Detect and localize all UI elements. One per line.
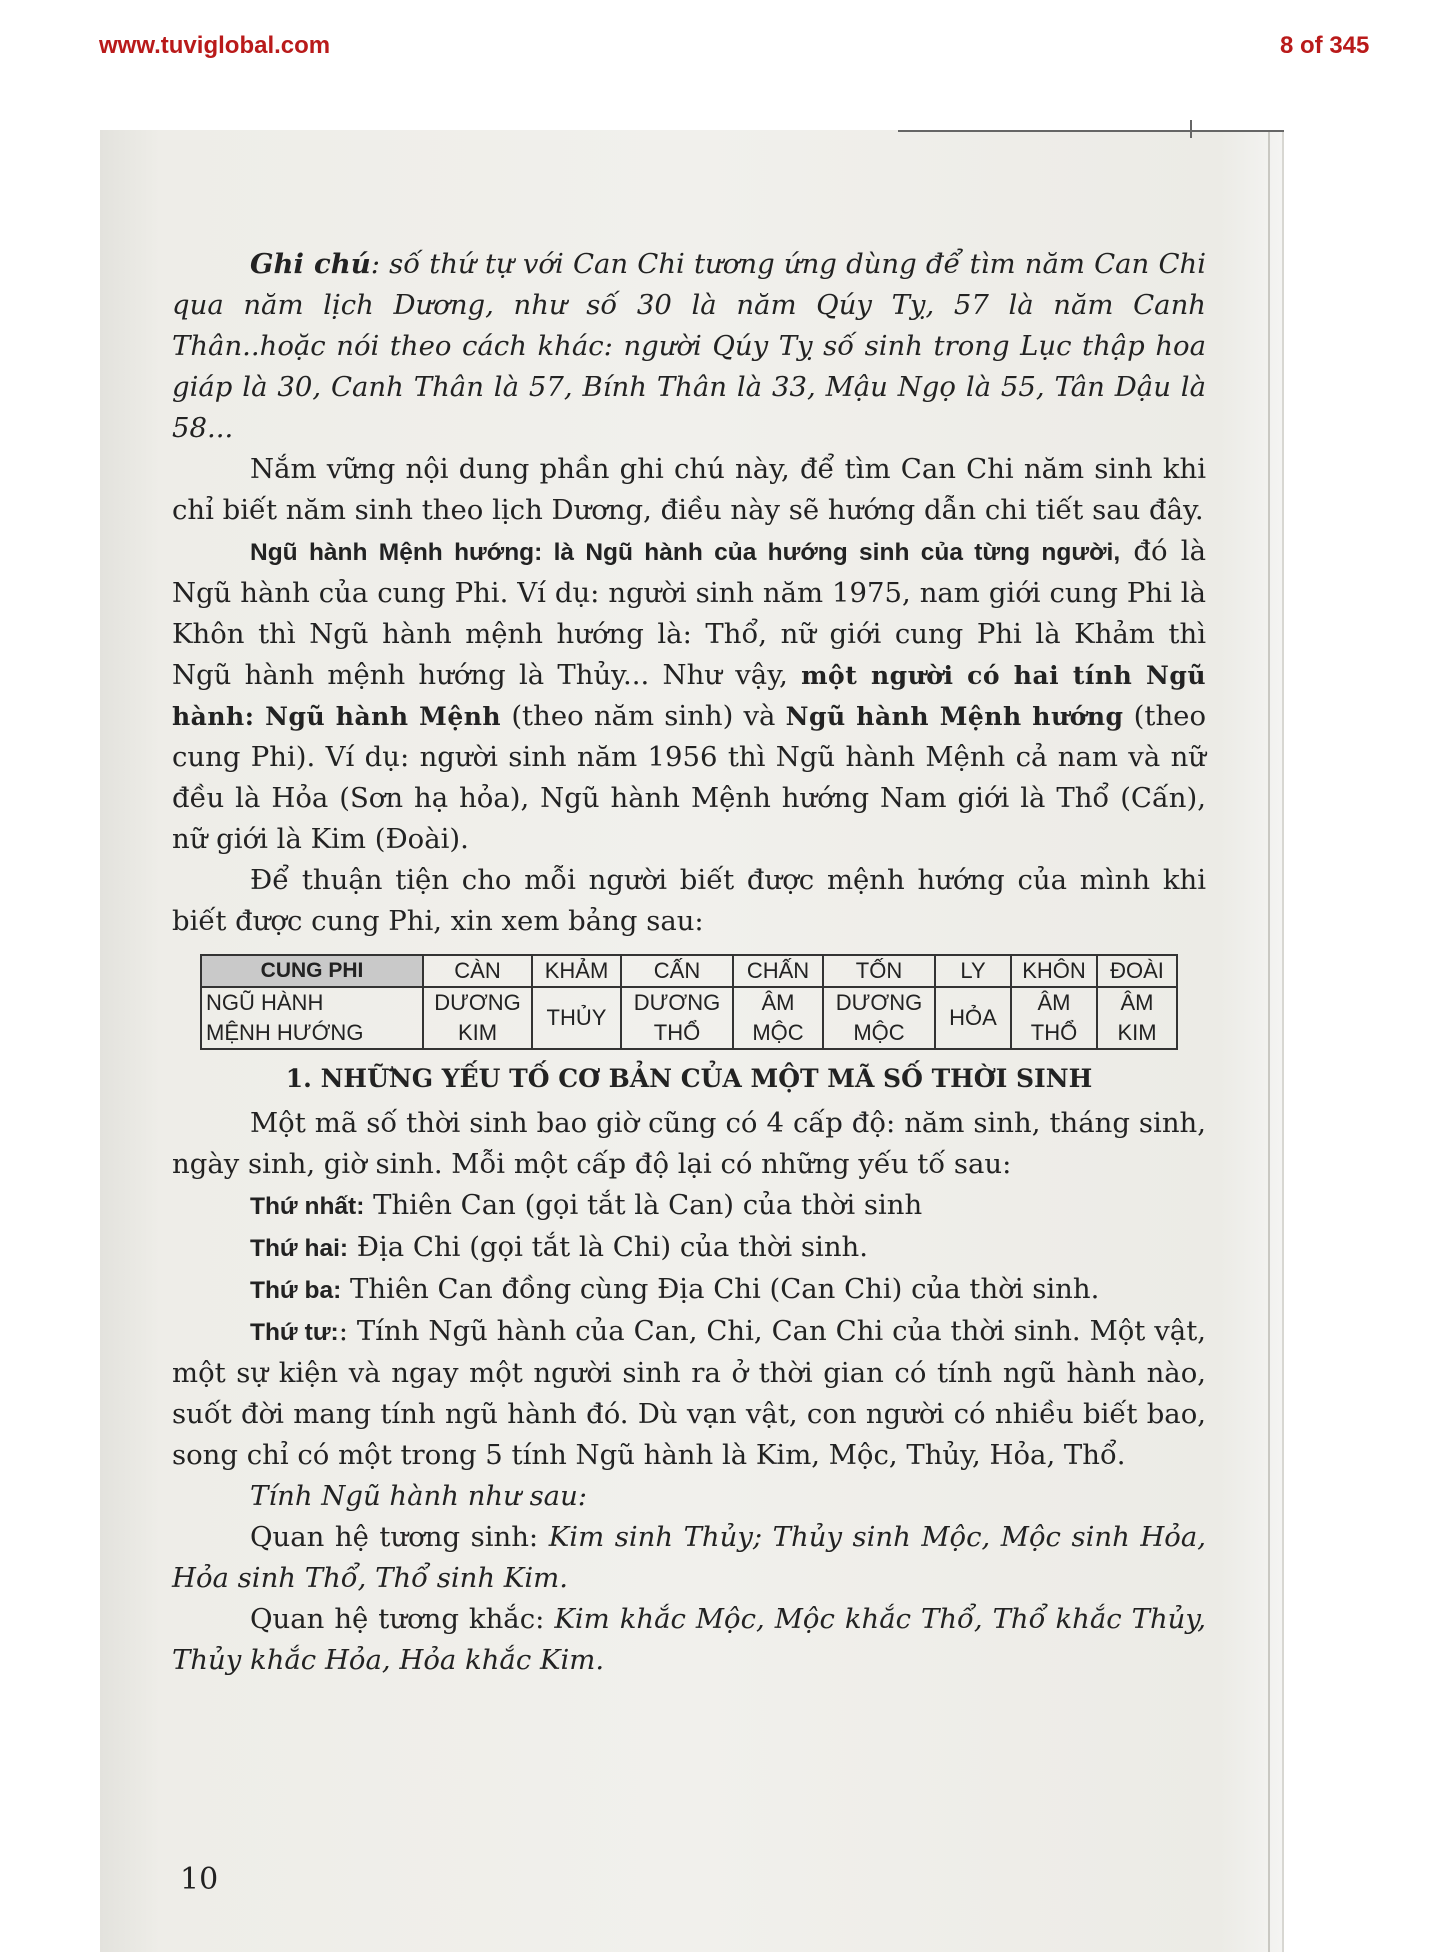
item-label: Thứ tư: (250, 1319, 339, 1346)
cell-top: THỦY (546, 1005, 607, 1030)
table-header-cell: TỐN (823, 955, 935, 987)
cell-top: DƯƠNG (835, 990, 923, 1015)
table-header-cell: ĐOÀI (1097, 955, 1177, 987)
item-text: : Tính Ngũ hành của Can, Chi, Can Chi của thời sinh. Một vật, một sự kiện và ngay một người sinh ra ở thời gian có tính ngũ hành nào, suốt đời mang tính ngũ hành đó. Dù vạn vật, con người có nhiều biết bao, song chỉ có một trong 5 tính Ngũ hành là Kim, Mộc, Thủy, Hỏa, Thổ. (172, 1315, 1206, 1471)
cell-bottom: MỘC (853, 1020, 905, 1045)
section-title: 1. NHỮNG YẾU TỐ CƠ BẢN CỦA MỘT MÃ SỐ THỜI SINH (285, 1064, 1093, 1093)
note-paragraph (172, 244, 1206, 449)
paragraph-2-bold-2: Ngũ hành Mệnh hướng (785, 702, 1124, 731)
khac-lead: Quan hệ tương khắc: (250, 1603, 555, 1635)
cell-bottom: THỔ (653, 1020, 701, 1045)
page-count: 8 of 345 (1280, 32, 1370, 59)
cell-top: DƯƠNG (633, 990, 721, 1015)
row-label-line-1: NGŨ HÀNH (206, 990, 324, 1015)
cell-top: HỎA (949, 1005, 997, 1030)
table-header-cell: KHẢM (532, 955, 621, 987)
paragraph-2-text-3: (theo cung Phi). Ví dụ: người sinh năm 1956 thì Ngũ hành Mệnh cả nam và nữ đều là Hỏa (Sơn hạ hỏa), Ngũ hành Mệnh hướng Nam giới là Thổ (Cấn), nữ giới là Kim (Đoài). (172, 700, 1207, 855)
item-label: Thứ hai: (250, 1235, 349, 1262)
cell-bottom: MỘC (752, 1020, 804, 1045)
note-label: Ghi chú (250, 248, 371, 280)
table-header-cell: CHẤN (733, 955, 823, 987)
item-text: Địa Chi (gọi tắt là Chi) của thời sinh. (348, 1231, 868, 1263)
paragraph-2-text-1: đó là Ngũ hành của cung Phi. Ví dụ: người sinh năm 1975, nam giới cung Phi là Khôn thì Ngũ hành mệnh hướng là: Thổ, nữ giới cung Phi là Khảm thì Ngũ hành mệnh hướng là Thủy... Như vậy, (172, 535, 1206, 691)
page-body (172, 244, 1206, 1681)
cell-top: ÂM (1120, 990, 1154, 1015)
item-label: Thứ ba: (250, 1277, 342, 1304)
note-text: : số thứ tự với Can Chi tương ứng dùng để tìm năm Can Chi qua năm lịch Dương, như số 30 là năm Qúy Tỵ, 57 là năm Canh Thân..hoặc nói theo cách khác: người Qúy Tỵ số sinh trong Lục thập hoa giáp là 30, Canh Thân là 57, Bính Thân là 33, Mậu Ngọ là 55, Tân Dậu là 58... (172, 248, 1207, 444)
table-cell (1097, 987, 1177, 1049)
paragraph-5-text: Tính Ngũ hành như sau: (250, 1480, 588, 1512)
table-header-label: CUNG PHI (201, 955, 423, 987)
paragraph-2-bold-1: một người có hai tính Ngũ hành: Ngũ hành Mệnh (172, 661, 1206, 731)
table-header-cell: LY (935, 955, 1011, 987)
page-edge-outer (1282, 130, 1284, 1952)
list-item (172, 1269, 1206, 1311)
sinh-paragraph (172, 1517, 1206, 1599)
table-cell (823, 987, 935, 1049)
cell-top: ÂM (1037, 990, 1071, 1015)
sinh-text: Kim sinh Thủy; Thủy sinh Mộc, Mộc sinh Hỏa, Hỏa sinh Thổ, Thổ sinh Kim. (172, 1521, 1206, 1594)
table-cell (935, 987, 1011, 1049)
khac-paragraph (172, 1599, 1206, 1681)
table-cell (423, 987, 532, 1049)
paragraph-2-lead: Ngũ hành Mệnh hướng: là Ngũ hành của hướng sinh của từng người, (250, 539, 1121, 566)
cell-bottom: KIM (457, 1020, 498, 1045)
paragraph-4: Một mã số thời sinh bao giờ cũng có 4 cấp độ: năm sinh, tháng sinh, ngày sinh, giờ sinh. Mỗi một cấp độ lại có những yếu tố sau: (172, 1107, 1206, 1180)
crop-mark (1190, 120, 1192, 138)
item-text: Thiên Can (gọi tắt là Can) của thời sinh (364, 1189, 923, 1221)
top-bar (0, 0, 1454, 96)
table-header-cell: KHÔN (1011, 955, 1097, 987)
table-header-row (201, 955, 1177, 987)
list-item (172, 1311, 1206, 1476)
paragraph-2-text-2: (theo năm sinh) và (501, 700, 786, 732)
cung-phi-table (200, 954, 1178, 1050)
paragraph-1: Nắm vững nội dung phần ghi chú này, để tìm Can Chi năm sinh khi chỉ biết năm sinh theo lịch Dương, điều này sẽ hướng dẫn chi tiết sau đây. (172, 453, 1206, 526)
paragraph-2 (172, 531, 1206, 860)
cell-top: DƯƠNG (434, 990, 521, 1015)
list-item (172, 1227, 1206, 1269)
site-url[interactable]: www.tuviglobal.com (99, 32, 331, 59)
paragraph-3: Để thuận tiện cho mỗi người biết được mệnh hướng của mình khi biết được cung Phi, xin xem bảng sau: (172, 864, 1206, 937)
table-row-label (201, 987, 423, 1049)
page-number: 10 (180, 1862, 219, 1897)
table-row (201, 987, 1177, 1049)
cell-bottom: THỔ (1030, 1020, 1078, 1045)
item-label: Thứ nhất: (250, 1193, 365, 1220)
crop-line (898, 130, 1284, 132)
item-text: Thiên Can đồng cùng Địa Chi (Can Chi) của thời sinh. (341, 1273, 1100, 1305)
row-label-line-2: MỆNH HƯỚNG (206, 1020, 364, 1045)
table-header-cell: CÀN (423, 955, 532, 987)
table-cell (621, 987, 733, 1049)
cell-bottom: KIM (1117, 1020, 1157, 1045)
sinh-lead: Quan hệ tương sinh: (250, 1521, 549, 1553)
khac-text: Kim khắc Mộc, Mộc khắc Thổ, Thổ khắc Thủy, Thủy khắc Hỏa, Hỏa khắc Kim. (172, 1603, 1206, 1676)
table-cell (532, 987, 621, 1049)
list-item (172, 1185, 1206, 1227)
table-header-cell: CẤN (621, 955, 733, 987)
paragraph-5 (172, 1476, 1206, 1517)
cell-top: ÂM (761, 990, 795, 1015)
table-cell (733, 987, 823, 1049)
table-cell (1011, 987, 1097, 1049)
page-edge (1268, 130, 1270, 1952)
